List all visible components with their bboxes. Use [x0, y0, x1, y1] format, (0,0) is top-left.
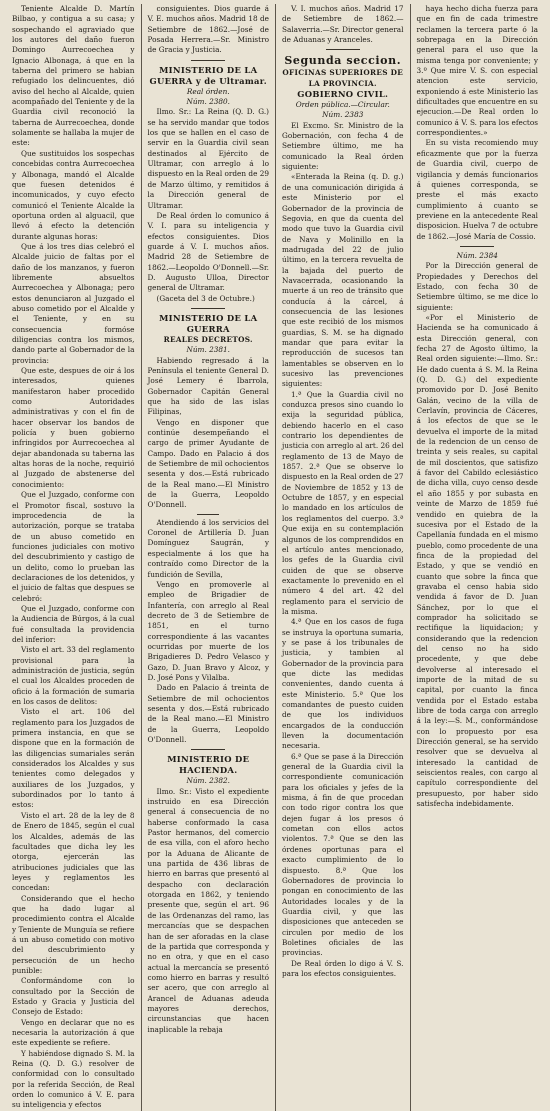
item-number: Núm. 2381. [186, 345, 231, 355]
article-paragraph: Vengo en promoverle al empleo de Brigadier de Infantería, con arreglo al Real decreto de 3 de Setiembre de 1851, en el turno correspondiente á las vacantes ocurridas por muerte de los Brigadieres D. Pedro Velasco y Gazo, D. Juan Bravo y Alcoz, y D. José Pons y Vilalba. [147, 579, 269, 682]
section-heading: MINISTERIO DE LA GUERRA [159, 312, 258, 334]
section-heading: GOBIERNO CIVIL. [297, 89, 389, 100]
column-2 [141, 4, 276, 1111]
article-paragraph: V. I. muchos años. Madrid 17 de Setiembre de 1862.—Salaverria.—Sr. Director general de Aduanas y Aranceles. [282, 4, 404, 45]
section-heading: OFICINAS SUPERIORES DE LA PROVINCIA. [282, 68, 404, 88]
article-paragraph: Y habiéndose dignado S. M. la Reina (Q. D. G.) resolver de conformidad con lo consultado por la referida Sección, de Real orden lo comunico á V. E. para su inteligencia y efectos [12, 1048, 135, 1110]
item-divider [197, 514, 219, 515]
article-paragraph: «Por el Ministerio de Hacienda se ha comunicado á esta Dirección general, con fecha 27 de Agosto último, la Real orden siguiente:—Ilmo. Sr.: He dado cuenta á S. M. la Reina (Q. D. G.) del expediente promovido por D. José Benito Galán, vecino de la villa de Cerlavín, provincia de Cáceres, á los efectos de que se le devuelva el importe de la mitad de la redencion de un censo de treinta y seis reales, su capital de mil doscientos, que satisfizo á favor del Cabildo eclesiástico de dicha villa, cuyo censo desde el año 1855 y por subasta en veinte de Marzo de 1859 fué vendido en quiebra de la sucesiva por el Estado de la Capellanía fundada en el mismo pueblo, como procedente de una finca de la propiedad del Estado, y que se vendió en cuanto que sobre la finca que gravaba el censo habia sido vendida á favor de D. Juan Sánchez, por lo que el comprador ha solicitado se rectifique la liquidacion; y considerando que la redencion del censo no ha sido procedente, y que debe devolverse al interesado el importe de la mitad de su capital, por cuanto la finca vendida por el Estado estaba libre de toda carga con arreglo á la ley:—S. M., conformándose con lo propuesto por esa Dirección general, se ha servido resolver que se devuelva al interesado la cantidad de seiscientos reales, con cargo al capítulo correspondiente del presupuesto, por haber sido satisfecha indebidamente. [416, 312, 538, 809]
article-paragraph: Visto el art. 106 del reglamento para los Juzgados de primera instancia, en que se dispone que en la formación de las diligencias sumariales serán considerados los Alcaldes y sus tenientes como delegados y auxiliares de los Juzgados, y subordinados por lo tanto á estos: [12, 707, 135, 810]
item-number: Núm. 2383 [322, 110, 364, 120]
article-paragraph: De Real órden lo comunico á V. I. para su inteligencia y efectos consiguientes. Dios guarde á V. I. muchos años. Madrid 28 de Setiembre de 1862.—Leopoldo O'Donnell.—Sr. D. Augusto Ulloa, Director general de Ultramar. [147, 210, 269, 293]
article-paragraph: Ilmo. Sr.: La Reina (Q. D. G.) se ha servido mandar que todos los que se hallen en el caso de servir en la Guardia civil sean destinados al Ejército de Ultramar, con arreglo á lo dispuesto en la Real orden de 29 de Marzo último, y remitidos á la Dirección general de Ultramar. [147, 107, 269, 210]
article-paragraph: Que á los tres dias celebró el Alcalde juicio de faltas por el daño de los manzanos, y fueron libremente absueltos Aurrecoechea y Albonaga; pero estos denunciaron al Juzgado el abuso cometido por el Alcalde y el Teniente, y en su consecuencia formóse diligencias contra los mismos, dando parte al Gobernador de la provincia: [12, 241, 135, 365]
article-paragraph: Dado en Palacio á treinta de Setiembre de mil ochocientos sesenta y dos.—Está rubricado de la Real mano.—El Ministro de la Guerra, Leopoldo O'Donnell. [147, 683, 269, 744]
article-paragraph: En su vista recomiendo muy eficazmente que por la fuerza de Guardia civil, cuerpo de vigilancia y demás funcionarios á quienes corresponda, se preste el más exacto cumplimiento á cuanto se previene en la antecedente Real disposicion. Huelva 7 de octubre de 1862.—José María de Cossio. [416, 138, 538, 241]
article-paragraph: consiguientes. Dios guarde á V. E. muchos años. Madrid 18 de Setiembre de 1862.—José de Posada Herrera.—Sr. Ministro de Gracia y Justicia. [147, 4, 269, 55]
section-heading: Segunda seccion. [284, 54, 402, 68]
article-paragraph: Ilmo. Sr.: Visto el expediente instruido en esa Dirección general á consecuencia de no haberse conformado la casa Pastor hermanos, del comercio de esa villa, con el aforo hecho por la Aduana de Alicante de una partida de 436 libras de hierro en barras que presentó al despacho con declaración otorgada en 1862, y teniendo presente que, según el art. 96 de las Ordenanzas del ramo, las mercancías que se despachen han de ser aforadas en la clase de la partida que corresponda y no en otra, y que en el caso actual la mercancía se presentó como hierro en barras y resultó ser acero, que con arreglo al Arancel de Aduanas adeuda mayores derechos, circunstancias que hacen inaplicable la rebaja [147, 786, 269, 1034]
section-divider [191, 308, 225, 309]
article-paragraph: 6.ª Que se pase á la Dirección general de la Guardia civil la correspondiente comunicación para los oficiales y jefes de la misma, á fin de que procedan con todo rigor contra los que dejen fugar á los presos ó cometan con ellos actos violentos. 7.ª Que se den las órdenes oportunas para el exacto cumplimiento de lo dispuesto. 8.ª Que los Gobernadores de provincia lo pongan en conocimiento de las Autoridades locales y de la Guardia civil, y que las disposiciones que anteceden se circulen por medio de los Boletines oficiales de las provincias. [282, 751, 404, 958]
article-paragraph: Que sustituidos los sospechas concebidas contra Aurrecoechea y Albonaga, mandó el Alcalde que fuesen detenidos é incomunicados, y cuyo efecto comunicó el Teniente Alcalde la oportuna orden al alguacil, que llevó á efecto la detención durante algunas horas: [12, 148, 135, 241]
column-4 [410, 4, 545, 1111]
section-heading: REALES DECRETOS. [163, 334, 253, 344]
section-divider [326, 49, 360, 50]
item-number: Núm. 2380. [186, 97, 231, 107]
article-paragraph: Que este, despues de oir á los interesados, quienes manifestaron haber procedido como Autoridades administrativas y con el fin de hacer observar los bandos de policía y buen gobierno infringidos por Aurrecoechea al dejar abandonada su taberna las altas horas de la noche, requirió al Juzgado de abstenerse del conocimiento: [12, 366, 135, 489]
section-divider [191, 749, 225, 750]
section-divider [191, 60, 225, 61]
article-paragraph: (Gaceta del 3 de Octubre.) [156, 293, 255, 303]
article-paragraph: Vengo en disponer que continúe desempeñando el cargo de primer Ayudante de Campo. Dado en Palacio á dos de Setiembre de mil ochocientos sesenta y dos.—Está rubricado de la Real mano.—El Ministro de la Guerra, Leopoldo O'Donnell. [147, 417, 269, 510]
article-paragraph: De Real órden lo digo á V. S. para los efectos consiguientes. [282, 958, 404, 978]
item-number: Núm. 2382. [186, 776, 231, 786]
column-1 [6, 4, 141, 1111]
subheading: Orden pública.—Circular. [295, 100, 390, 110]
article-paragraph: Atendiendo á los servicios del Coronel de Artillería D. Juan Domínguez Saugrán, y especialmente á los que ha contraído como Director de la fundición de Sevilla, [147, 517, 269, 579]
article-paragraph: Que el Juzgado, conforme con la Audiencia de Búrgos, á la cual fué consultada la providencia del inferior: [12, 603, 135, 644]
article-paragraph: Visto el art. 28 de la ley de 8 de Enero de 1845, según el cual los Alcaldes, además de las facultades que dicha ley les otorga, ejercerán las atribuciones judiciales que las leyes y reglamentos les concedan: [12, 810, 135, 893]
article-paragraph: «Enterada la Reina (q. D. g.) de una comunicación dirigida á este Ministerio por el Gobernador de la provincia de Segovia, en que da cuenta del modo que tuvo la Guardia civil de Nava y Molinillo en la madrugada del 22 de julio último, en la tercera revuelta de la bajada del puerto de Navacerrada, ocasionando la muerte á un reo de tránsito que conducía á la cárcel, á consecuencia de las lesiones que este recibió de los mismos guardias, S. M. se ha dignado mandar que para evitar la reproducción de sucesos tan lamentables se observen en lo sucesivo las prevenciones siguientes: [282, 172, 404, 389]
article-paragraph: Teniente Alcalde D. Martín Bilbao, y contigua a su casa; y sospechando el agraviado que los autores del daño fueron Domingo Aurrecoechea y Ignacio Albonaga, á que en la taberna del primero se habian refugiado los delincuentes, dió aviso del hecho al Alcalde, quien acompañado del Teniente y de la Guardia civil reconoció la taberna de Aurrecoechea, donde solamente se hallaba la mujer de este: [12, 4, 135, 148]
column-3 [275, 4, 410, 1111]
section-heading: MINISTERIO DE HACIENDA. [167, 754, 250, 776]
article-paragraph: Conformándome con lo consultado por la Sección de Estado y Gracia y Justicia del Consejo de Estado: [12, 976, 135, 1017]
article-paragraph: haya hecho dicha fuerza para que en fin de cada trimestre reclamen la tercera parte ó la sobrepaga en la Dirección general para el uso que la misma tenga por conveniente; y 3.º Que mire V. S. con especial atencion este servicio, exponiendo á este Ministerio las dificultades que encuentre en su ejecucion.—De Real orden lo comunico á V. S. para los efectos correspondientes.» [416, 4, 538, 138]
article-paragraph: Visto el art. 33 del reglamento provisional para la administración de justicia, según el cual los Alcaldes proceden de oficio á la formación de sumaria en los casos de delitos: [12, 645, 135, 707]
section-divider [460, 246, 494, 247]
subheading: Real órden. [186, 86, 230, 96]
article-paragraph: Que el Juzgado, conforme con el Promotor fiscal, sostuvo la improcedencia de la autorización, porque se trataba de un abuso cometido en funciones judiciales con motivo del descubrimiento y castigo de un delito, como lo prueban las declaraciones de los detenidos, y el juicio de faltas que despues se celebró: [12, 490, 135, 603]
article-paragraph: El Excmo. Sr. Ministro de la Gobernación, con fecha 4 de Setiembre último, me ha comunicado la Real órden siguiente: [282, 120, 404, 172]
item-number: Núm. 2384 [456, 250, 498, 260]
section-heading: MINISTERIO DE LA GUERRA y de Ultramar. [149, 64, 267, 86]
article-paragraph: Considerando que el hecho que ha dado lugar al procedimiento contra el Alcalde y Teniente de Munguía se refiere á un abuso cometido con motivo del descubrimiento y persecución de un hecho punible: [12, 893, 135, 975]
article-paragraph: 1.ª Que la Guardia civil no conduzca presos sino cuando lo exija la seguridad pública, debiendo hacerlo en el caso contrario los dependientes de justicia con arreglo al art. 26 del reglamento de 13 de Mayo de 1857. 2.ª Que se observe lo dispuesto en la Real orden de 27 de Noviembre de 1852 y 13 de Octubre de 1857, y en especial lo mandado en los artículos de los reglamentos del cuerpo. 3.ª Que exija en su contemplación algunos de los comprendidos en el artículo antes mencionado, los gefes de la Guardia civil cuiden de que se observe exactamente lo prevenido en el número 4 del art. 42 del reglamento para el servicio de la misma. [282, 389, 404, 616]
article-paragraph: Habiendo regresado á la Península el teniente General D. José Lemery é Ibarrola, Gobernador Capitán General que ha sido de las islas Filipinas, [147, 355, 269, 417]
article-paragraph: Vengo en declarar que no es necesaria la autorización á que este expediente se refiere. [12, 1017, 135, 1048]
article-paragraph: Por la Dirección general de Propiedades y Derechos del Estado, con fecha 30 de Setiembre último, se me dice lo siguiente: [416, 261, 538, 312]
article-paragraph: 4.ª Que en los casos de fuga se instruya la oportuna sumaria, y se pase á los tribunales de justicia, y tambien al Gobernador de la provincia para que dicte las medidas convenientes, dando cuenta á este Ministerio. 5.ª Que los comandantes de puesto cuiden de que los individuos encargados de la conducción lleven la documentación necesaria. [282, 617, 404, 751]
